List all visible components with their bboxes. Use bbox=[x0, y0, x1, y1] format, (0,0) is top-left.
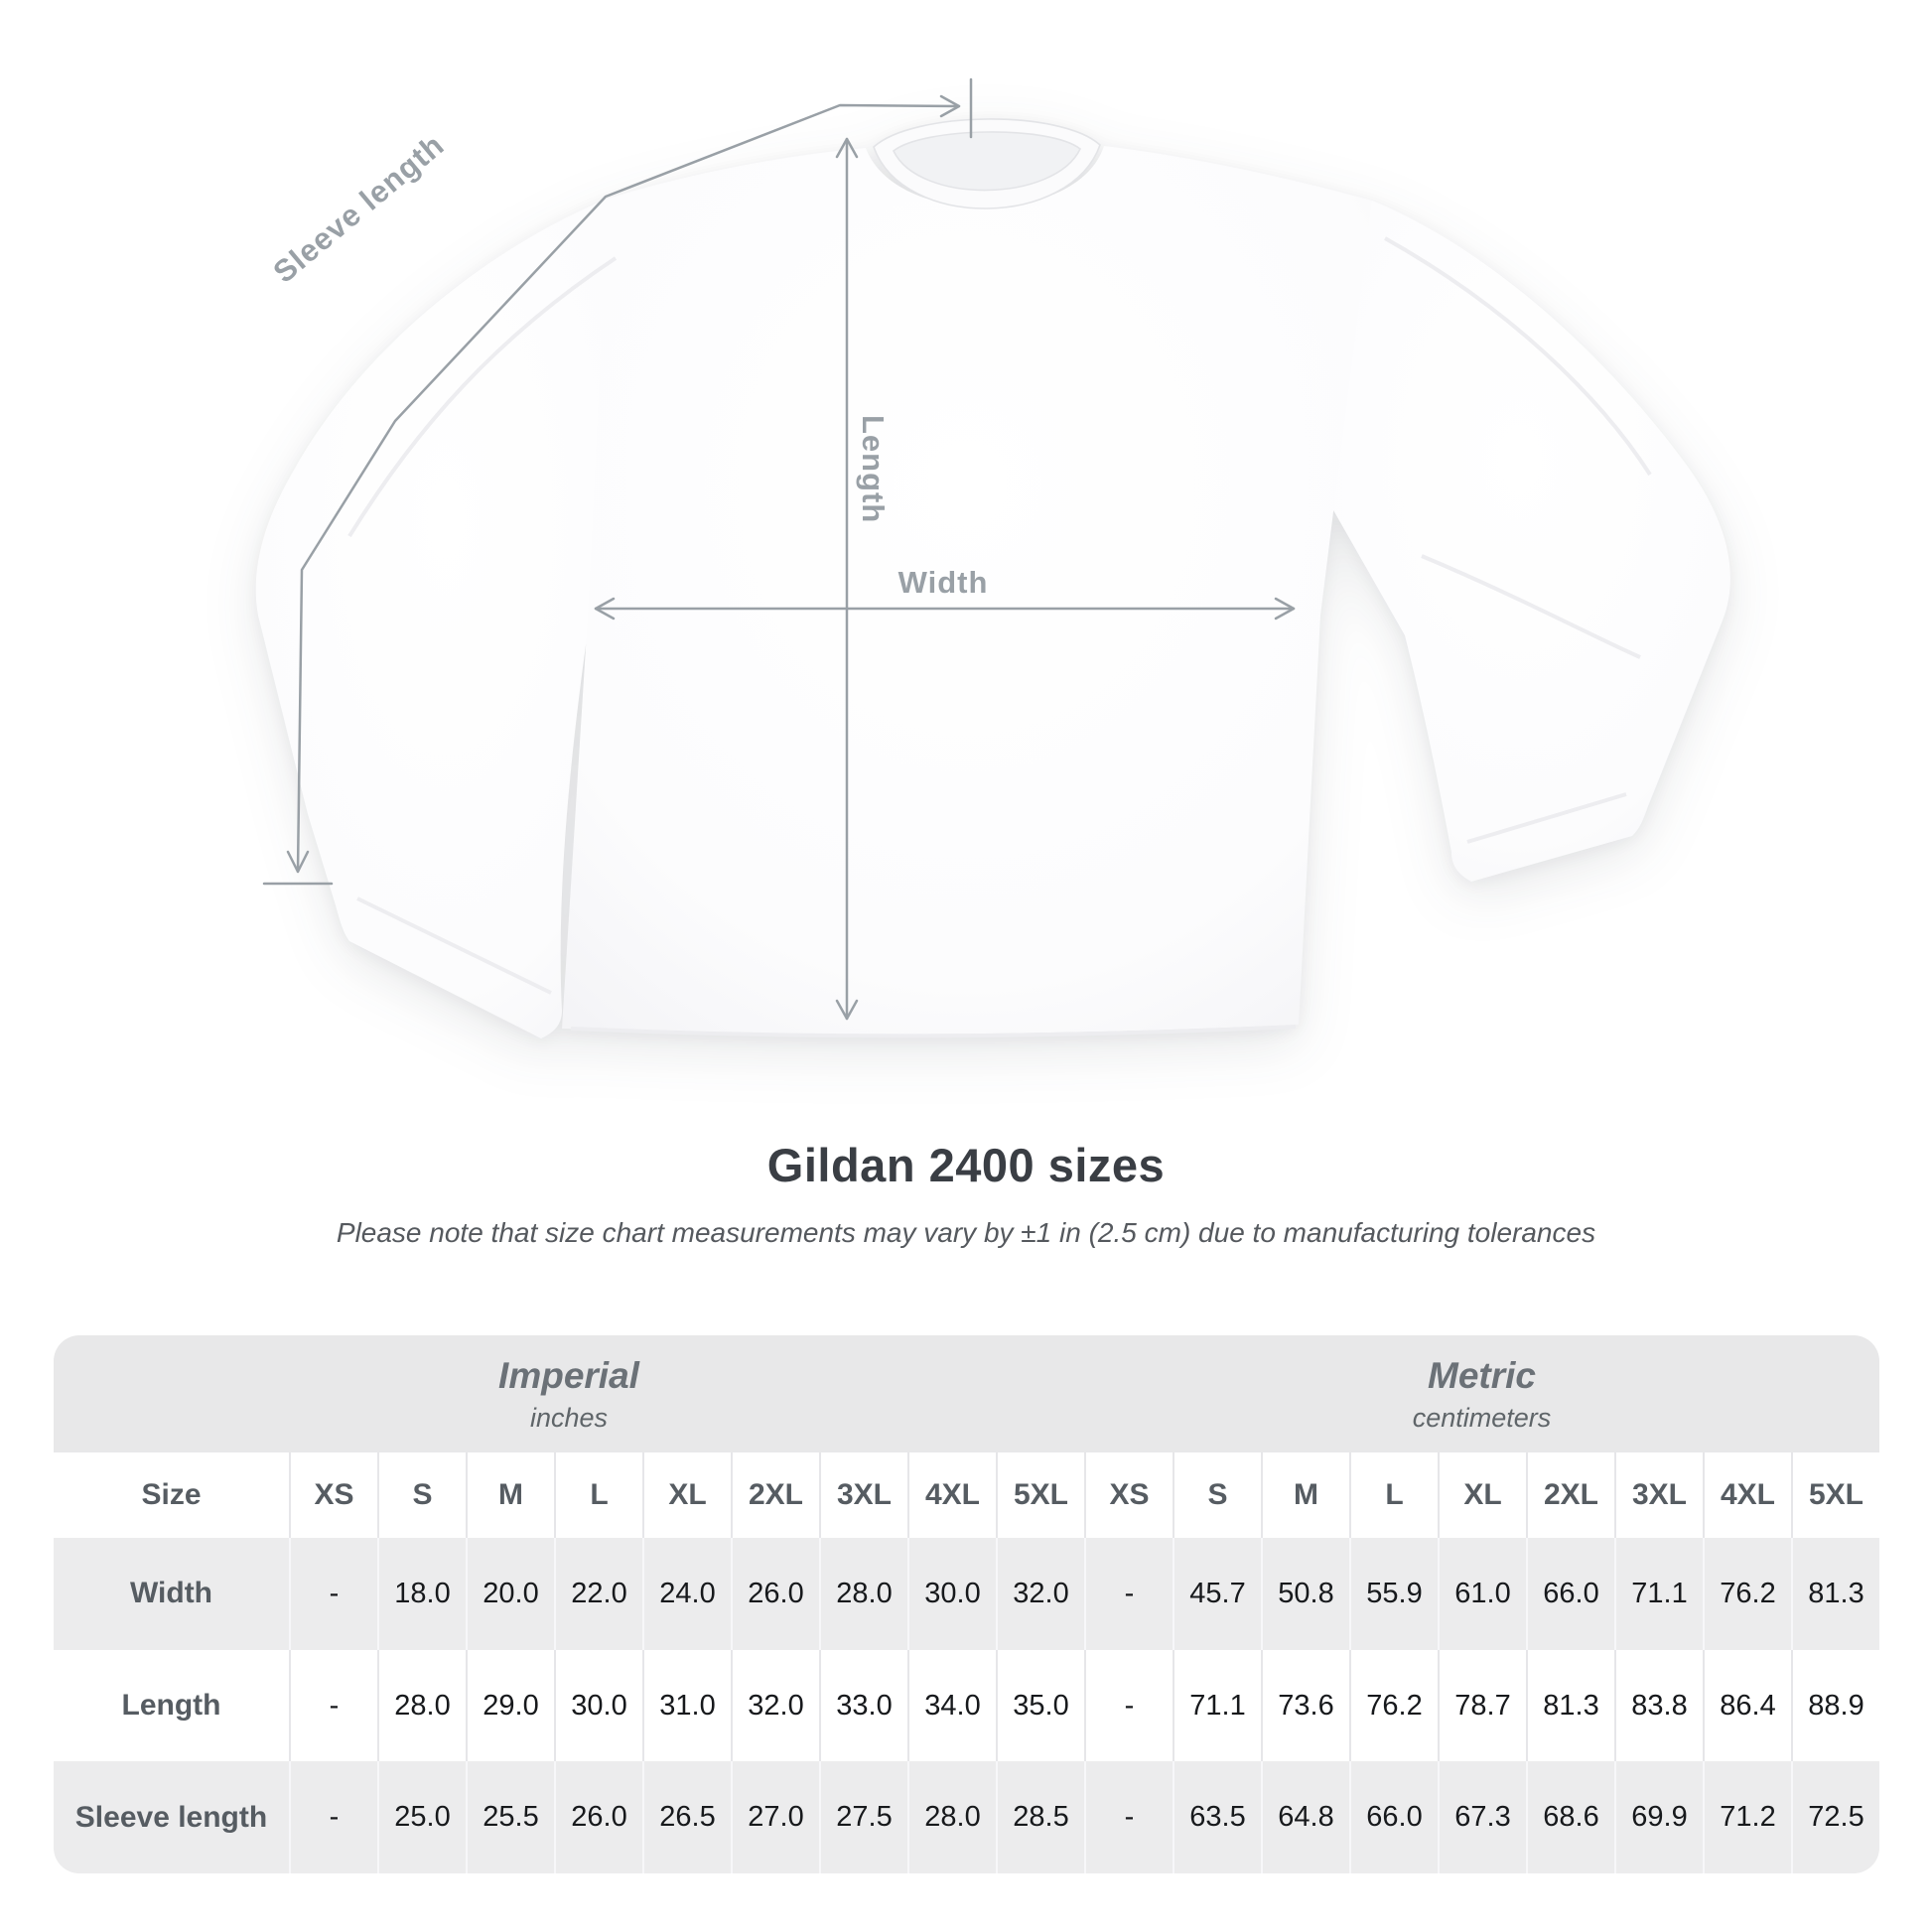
right-sleeve bbox=[1309, 201, 1730, 882]
table-cell: 24.0 bbox=[642, 1538, 731, 1650]
table-cell: 50.8 bbox=[1261, 1538, 1349, 1650]
table-cell: 31.0 bbox=[642, 1650, 731, 1762]
table-cell: 66.0 bbox=[1349, 1761, 1438, 1873]
table-row bbox=[54, 1538, 1879, 1650]
table-cell: 30.0 bbox=[907, 1538, 996, 1650]
table-cell: 28.0 bbox=[377, 1650, 466, 1762]
row-label: Width bbox=[129, 1577, 213, 1610]
table-cell: 68.6 bbox=[1526, 1761, 1614, 1873]
table-cell: 35.0 bbox=[996, 1650, 1084, 1762]
size-header-cell: 5XL bbox=[996, 1452, 1084, 1538]
table-cell: 71.1 bbox=[1614, 1538, 1703, 1650]
table-cell: 63.5 bbox=[1173, 1761, 1261, 1873]
table-cell: 76.2 bbox=[1703, 1538, 1791, 1650]
size-header-cell: 4XL bbox=[1703, 1452, 1791, 1538]
table-cell: 61.0 bbox=[1438, 1538, 1526, 1650]
table-cell: 67.3 bbox=[1438, 1761, 1526, 1873]
size-header-cell: M bbox=[1261, 1452, 1349, 1538]
table-cell: 33.0 bbox=[819, 1650, 907, 1762]
table-cell: 66.0 bbox=[1526, 1538, 1614, 1650]
size-header-cell: 3XL bbox=[819, 1452, 907, 1538]
table-cell: 78.7 bbox=[1438, 1650, 1526, 1762]
table-cell: 20.0 bbox=[466, 1538, 554, 1650]
size-header-cell: 5XL bbox=[1791, 1452, 1879, 1538]
size-header-cell: S bbox=[377, 1452, 466, 1538]
table-cell: 34.0 bbox=[907, 1650, 996, 1762]
table-cell: 28.0 bbox=[907, 1761, 996, 1873]
size-header-cell: 3XL bbox=[1614, 1452, 1703, 1538]
table-cell: 26.0 bbox=[554, 1761, 642, 1873]
table-cell: 27.5 bbox=[819, 1761, 907, 1873]
imperial-title: Imperial bbox=[498, 1354, 639, 1396]
table-row bbox=[54, 1761, 1879, 1873]
table-cell: 32.0 bbox=[731, 1650, 819, 1762]
size-header-cell: XL bbox=[642, 1452, 731, 1538]
table-cell: 28.5 bbox=[996, 1761, 1084, 1873]
table-cell: 69.9 bbox=[1614, 1761, 1703, 1873]
size-header-cell: XS bbox=[289, 1452, 377, 1538]
table-cell: 28.0 bbox=[819, 1538, 907, 1650]
table-cell: 18.0 bbox=[377, 1538, 466, 1650]
size-header-row bbox=[54, 1452, 1879, 1538]
row-label: Sleeve length bbox=[74, 1800, 268, 1834]
table-cell: 88.9 bbox=[1791, 1650, 1879, 1762]
table-cell: 76.2 bbox=[1349, 1650, 1438, 1762]
size-header-cell: 2XL bbox=[1526, 1452, 1614, 1538]
table-cell: - bbox=[289, 1538, 377, 1650]
table-cell: - bbox=[289, 1650, 377, 1762]
metric-unit: centimeters bbox=[1412, 1402, 1552, 1433]
table-cell: 45.7 bbox=[1173, 1538, 1261, 1650]
size-column-header: Size bbox=[141, 1478, 202, 1511]
table-cell: - bbox=[1084, 1761, 1173, 1873]
table-cell: - bbox=[1084, 1650, 1173, 1762]
table-row bbox=[54, 1650, 1879, 1762]
page-title: Gildan 2400 sizes bbox=[766, 1139, 1166, 1191]
size-header-cell: XS bbox=[1084, 1452, 1173, 1538]
imperial-unit: inches bbox=[529, 1402, 609, 1433]
table-cell: 81.3 bbox=[1526, 1650, 1614, 1762]
table-cell: 71.2 bbox=[1703, 1761, 1791, 1873]
table-cell: - bbox=[1084, 1538, 1173, 1650]
table-cell: 26.0 bbox=[731, 1538, 819, 1650]
length-label: Length bbox=[856, 415, 891, 524]
table-cell: - bbox=[289, 1761, 377, 1873]
size-header-cell: M bbox=[466, 1452, 554, 1538]
table-cell: 73.6 bbox=[1261, 1650, 1349, 1762]
table-cell: 72.5 bbox=[1791, 1761, 1879, 1873]
size-table bbox=[54, 1335, 1879, 1873]
size-header-cell: L bbox=[554, 1452, 642, 1538]
table-cell: 71.1 bbox=[1173, 1650, 1261, 1762]
long-sleeve-shirt bbox=[256, 119, 1730, 1038]
table-cell: 64.8 bbox=[1261, 1761, 1349, 1873]
size-header-cell: 4XL bbox=[907, 1452, 996, 1538]
table-body bbox=[54, 1538, 1879, 1873]
table-cell: 86.4 bbox=[1703, 1650, 1791, 1762]
table-cell: 32.0 bbox=[996, 1538, 1084, 1650]
table-cell: 22.0 bbox=[554, 1538, 642, 1650]
table-cell: 83.8 bbox=[1614, 1650, 1703, 1762]
table-cell: 27.0 bbox=[731, 1761, 819, 1873]
table-cell: 25.5 bbox=[466, 1761, 554, 1873]
table-cell: 55.9 bbox=[1349, 1538, 1438, 1650]
table-cell: 30.0 bbox=[554, 1650, 642, 1762]
table-cell: 25.0 bbox=[377, 1761, 466, 1873]
size-header-cell: S bbox=[1173, 1452, 1261, 1538]
size-header-cell: L bbox=[1349, 1452, 1438, 1538]
size-header-cell: 2XL bbox=[731, 1452, 819, 1538]
metric-title: Metric bbox=[1428, 1354, 1536, 1396]
table-cell: 29.0 bbox=[466, 1650, 554, 1762]
imperial-section-header bbox=[54, 1335, 1084, 1452]
table-cell: 26.5 bbox=[642, 1761, 731, 1873]
size-header-cell: XL bbox=[1438, 1452, 1526, 1538]
width-label: Width bbox=[897, 565, 989, 600]
tolerance-note: Please note that size chart measurements may vary by ±1 in (2.5 cm) due to manufacturing tolerances bbox=[336, 1217, 1596, 1248]
sleeve-length-label: Sleeve length bbox=[266, 127, 452, 290]
row-label: Length bbox=[121, 1689, 221, 1722]
unit-section-header bbox=[54, 1335, 1879, 1452]
table-cell: 81.3 bbox=[1791, 1538, 1879, 1650]
metric-section-header bbox=[1084, 1335, 1879, 1452]
